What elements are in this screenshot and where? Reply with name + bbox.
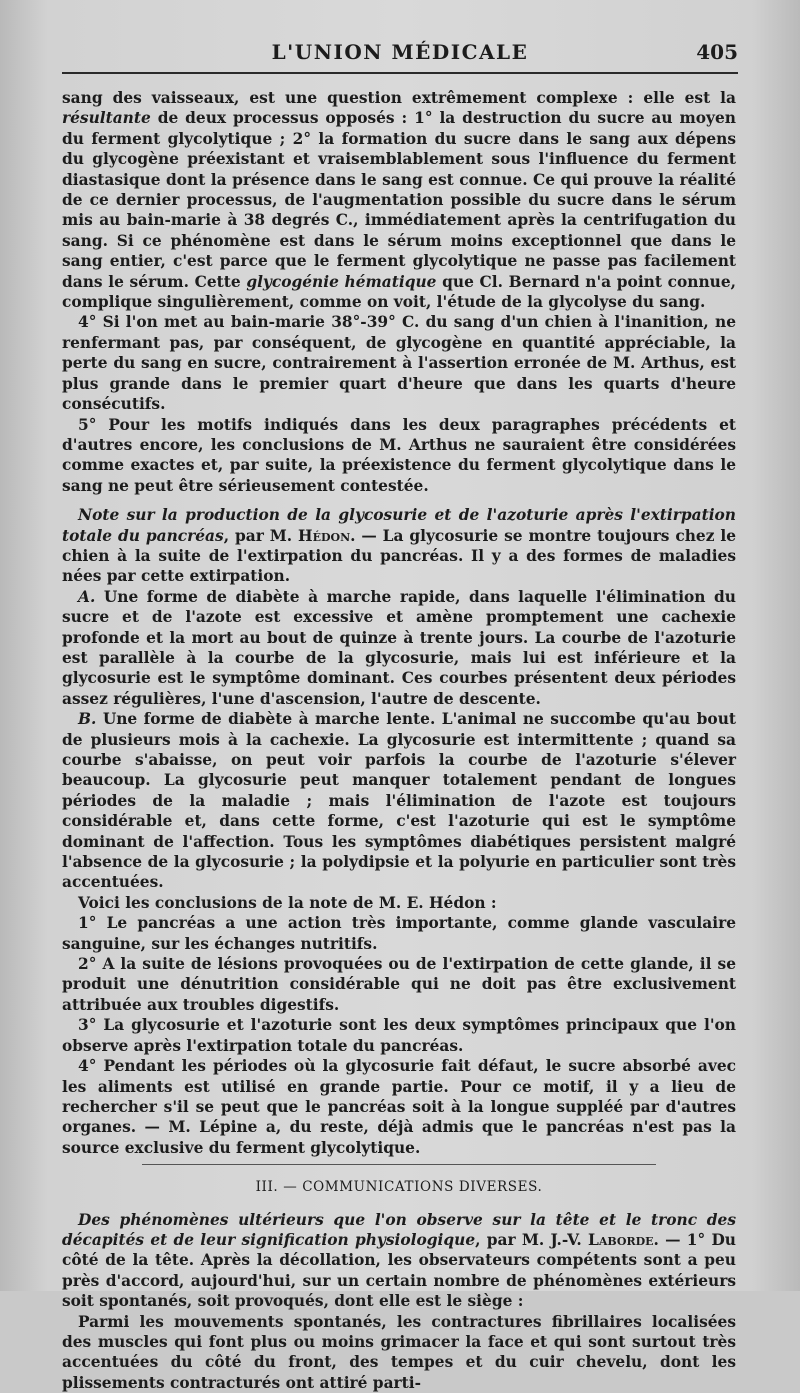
paragraph-p13: Parmi les mouvements spontanés, les contractures fibrillaires localisées des muscles qui font plus ou moins grimacer la face et qui sont surtout très accentuées du côté du front, des tempes et du cuir chevelu, dont les plissements contracturés ont attiré parti- (62, 1312, 736, 1392)
paragraph-p12: Des phénomènes ultérieurs que l'on observe sur la tête et le tronc des décapités et de leur signification physiologique, par M. J.-V. Laborde. — 1° Du côté de la tête. Après la décollation, les observateurs compétents sont a peu près d'accord, aujourd'hui, sur un certain nombre de phénomènes extérieurs soit spontanés, soit provoqués, dont elle est le siège : (62, 1210, 736, 1311)
section-rule (142, 1164, 656, 1165)
paragraph-p6: B. Une forme de diabète à marche lente. L'animal ne succombe qu'au bout de plusieurs mois à la cachexie. La glycosurie est intermittente ; quand sa courbe s'abaisse, on peut voir parfois la courbe de l'azoturie s'élever beaucoup. La glycosurie peut manquer totalement pendant de longues périodes de la maladie ; mais l'élimination de l'azote est toujours considérable et, dans cette forme, c'est l'azoturie qui est le symptôme dominant de l'affection. Tous les symptômes diabétiques persistent malgré l'absence de la glycosurie ; la polydipsie et la polyurie en particulier sont très accentuées. (62, 710, 736, 892)
paragraph-p1: sang des vaisseaux, est une question extrêmement complexe : elle est la résultante de deux processus opposés : 1° la destruction du sucre au moyen du ferment glycolytique ; 2° la formation du sucre dans le sang aux dépens du glycogène préexistant et vraisemblablement sous l'influence du ferment diastasique dont la présence dans le sang est connue. Ce qui prouve la réalité de ce dernier processus, de l'augmentation possible du sucre dans le sérum mis au bain-marie à 38 degrés C., immédiatement après la centrifugation du sang. Si ce phénomène est dans le sérum moins exceptionnel que dans le sang entier, c'est parce que le ferment glycolytique ne passe pas facilement dans le sérum. Cette glycogénie hématique que Cl. Bernard n'a point connue, complique singulièrement, comme on voit, l'étude de la glycolyse du sang. (62, 89, 736, 312)
paragraph-p7: Voici les conclusions de la note de M. E. Hédon : (78, 893, 497, 912)
section-heading: III. — COMMUNICATIONS DIVERSES. (255, 1179, 543, 1196)
paragraph-p11: 4° Pendant les périodes où la glycosurie fait défaut, le sucre absorbé avec les aliments est utilisé en grande partie. Pour ce motif, il y a lieu de rechercher s'il se peut que le pancréas soit à la longue suppléé par d'autres organes. — M. Lépine a, du reste, déjà admis que le pancréas n'est pas la source exclusive du ferment glycolytique. (62, 1057, 736, 1157)
paragraph-p5: A. Une forme de diabète à marche rapide, dans laquelle l'élimination du sucre et de l'azote est excessive et amène promptement une cachexie profonde et la mort au bout de quinze à trente jours. La courbe de l'azoturie est parallèle à la courbe de la glycosurie, mais lui est inférieure et la glycosurie est le symptôme dominant. Ces courbes présentent deux périodes assez régulières, l'une d'ascension, l'autre de descente. (62, 587, 736, 708)
page-number: 405 (696, 40, 738, 64)
page-body (62, 88, 736, 1392)
paragraph-p3: 5° Pour les motifs indiqués dans les deux paragraphes précédents et d'autres encore, les conclusions de M. Arthus ne sauraient être considérées comme exactes et, par suite, la préexistence du ferment glycolytique dans le sang ne peut être sérieusement contestée. (62, 415, 736, 495)
paragraph-p10: 3° La glycosurie et l'azoturie sont les deux symptômes principaux que l'on observe après l'extirpation totale du pancréas. (62, 1016, 736, 1055)
paragraph-p8: 1° Le pancréas a une action très importante, comme glande vasculaire sanguine, sur les échanges nutritifs. (62, 914, 736, 953)
paragraph-p2: 4° Si l'on met au bain-marie 38°-39° C. du sang d'un chien à l'inanition, ne renfermant pas, par conséquent, de glycogène en quantité appréciable, la perte du sang en sucre, contrairement à l'assertion erronée de M. Arthus, est plus grande dans le premier quart d'heure que dans les quarts d'heure consécutifs. (62, 313, 736, 414)
running-title: L'UNION MÉDICALE (271, 40, 529, 64)
page-header (62, 38, 738, 74)
paragraph-p4: Note sur la production de la glycosurie et de l'azoturie après l'extirpation totale du pancréas, par M. Hédon. — La glycosurie se montre toujours chez le chien à la suite de l'extirpation du pancréas. Il y a des formes de maladies nées par cette extirpation. (62, 506, 736, 586)
paragraph-p9: 2° A la suite de lésions provoquées ou de l'extirpation de cette glande, il se produit une dénutrition considérable qui ne doit pas être exclusivement attribuée aux troubles digestifs. (62, 955, 736, 1014)
